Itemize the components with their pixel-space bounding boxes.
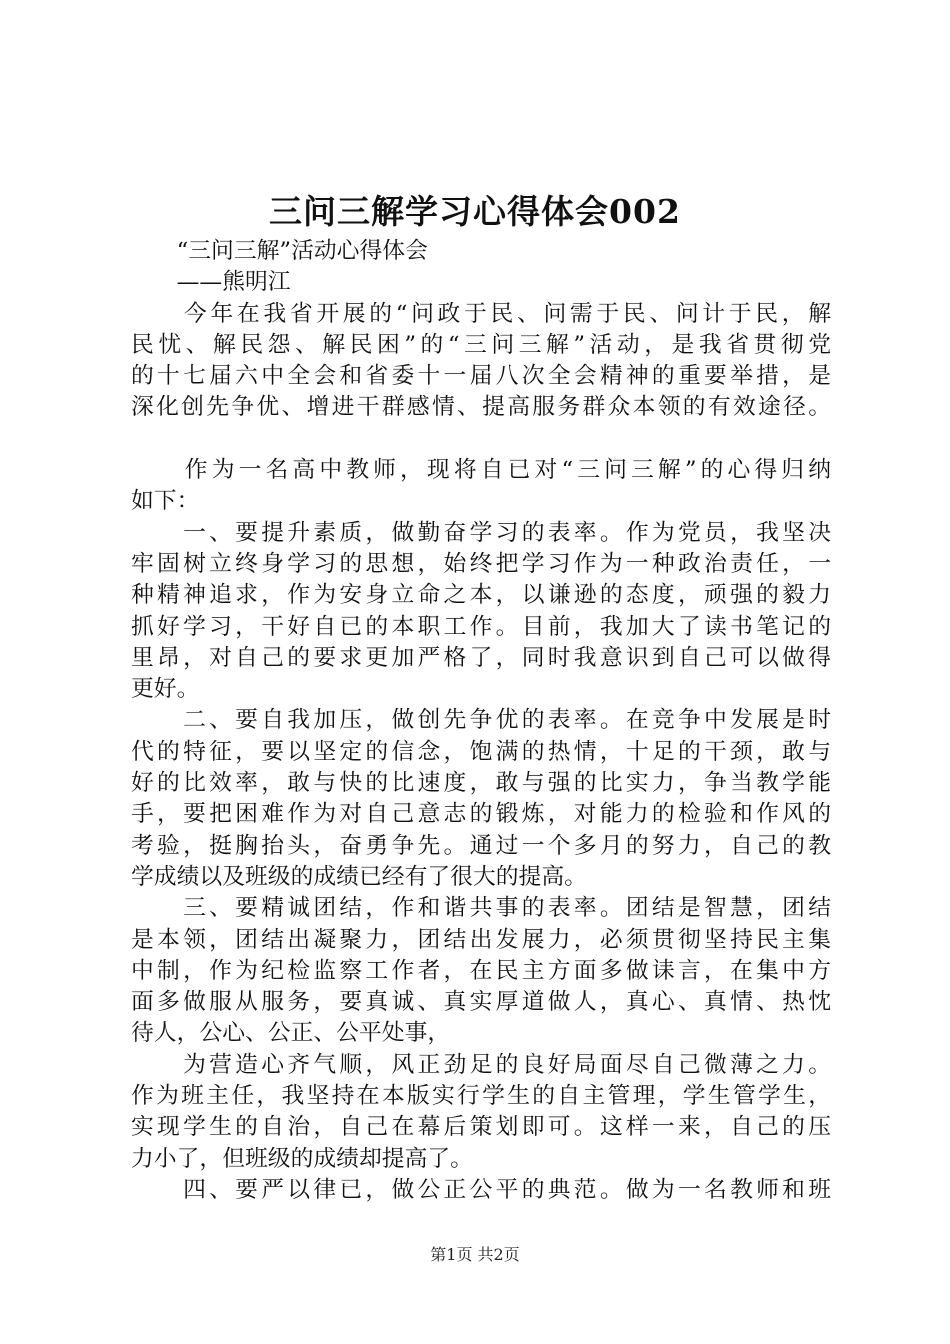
body-line: 四、要严以律已，做公正公平的典范。做为一名教师和班 — [131, 1176, 831, 1203]
body-line: 面多做服从服务，要真诚、真实厚道做人，真心、真情、热忱 — [131, 989, 831, 1016]
body-line: 中制，作为纪检监察工作者，在民主方面多做诔言，在集中方 — [131, 957, 831, 984]
body-line: 三、要精诚团结，作和谐共事的表率。团结是智慧，团结 — [131, 895, 831, 922]
body-line: 待人，公心、公正、公平处事， — [131, 1020, 451, 1047]
body-line: 是本领，团结出凝聚力，团结出发展力，必须贯彻坚持民主集 — [131, 926, 831, 953]
body-line: 抓好学习，干好自已的本职工作。目前，我加大了读书笔记的 — [131, 613, 831, 640]
body-line: 好的比效率，敢与快的比速度，敢与强的比实力，争当教学能 — [131, 770, 831, 797]
page-footer: 第1页 共2页 — [430, 1245, 520, 1264]
body-line: 力小了，但班级的成绩却提高了。 — [131, 1145, 473, 1172]
body-line: 二、要自我加压，做创先争优的表率。在竞争中发展是时 — [131, 707, 831, 734]
body-line: 学成绩以及班级的成绩已经有了很大的提高。 — [131, 863, 587, 890]
body-line: ——熊明江 — [131, 269, 291, 296]
body-line: 手，要把困难作为对自己意志的锻炼，对能力的检验和作风的 — [131, 801, 831, 828]
body-line — [131, 424, 831, 455]
body-line: 代的特征，要以坚定的信念，饱满的热情，十足的干颈，敢与 — [131, 738, 831, 765]
body-line: 为营造心齐气顺，风正劲足的良好局面尽自己微薄之力。 — [131, 1051, 831, 1078]
body-line: 深化创先争优、增进干群感情、提高服务群众本领的有效途径。 — [131, 394, 831, 421]
body-line: 种精神追求，作为安身立命之本，以谦逊的态度，顽强的毅力 — [131, 582, 831, 609]
body-line: 实现学生的自治，自己在幕后策划即可。这样一来，自己的压 — [131, 1114, 831, 1141]
body-line: “三问三解”活动心得体会 — [131, 238, 428, 264]
body-line: 更好。 — [131, 676, 200, 703]
body-line: 如下： — [131, 488, 200, 515]
body-line: 今年在我省开展的“问政于民、问需于民、问计于民，解 — [131, 300, 831, 327]
body-line: 作为班主任，我坚持在本版实行学生的自主管理，学生管学生， — [131, 1083, 831, 1110]
body-line: 作为一名高中教师，现将自已对“三问三解”的心得归纳 — [131, 457, 831, 484]
body-line: 牢固树立终身学习的思想，始终把学习作为一种政治责任，一 — [131, 550, 831, 577]
document-title: 三问三解学习心得体会002 — [269, 192, 681, 231]
body-line: 里昂，对自己的要求更加严格了，同时我意识到自己可以做得 — [131, 644, 831, 671]
body-line: 民忧、解民怨、解民困”的“三问三解”活动，是我省贯彻党 — [131, 331, 831, 358]
body-line: 考验，挺胸抬头，奋勇争先。通过一个多月的努力，自己的教 — [131, 832, 831, 859]
document-body — [131, 236, 831, 1206]
body-line: 的十七届六中全会和省委十一届八次全会精神的重要举措，是 — [131, 363, 831, 390]
body-line: 一、要提升素质，做勤奋学习的表率。作为党员，我坚决 — [131, 519, 831, 546]
